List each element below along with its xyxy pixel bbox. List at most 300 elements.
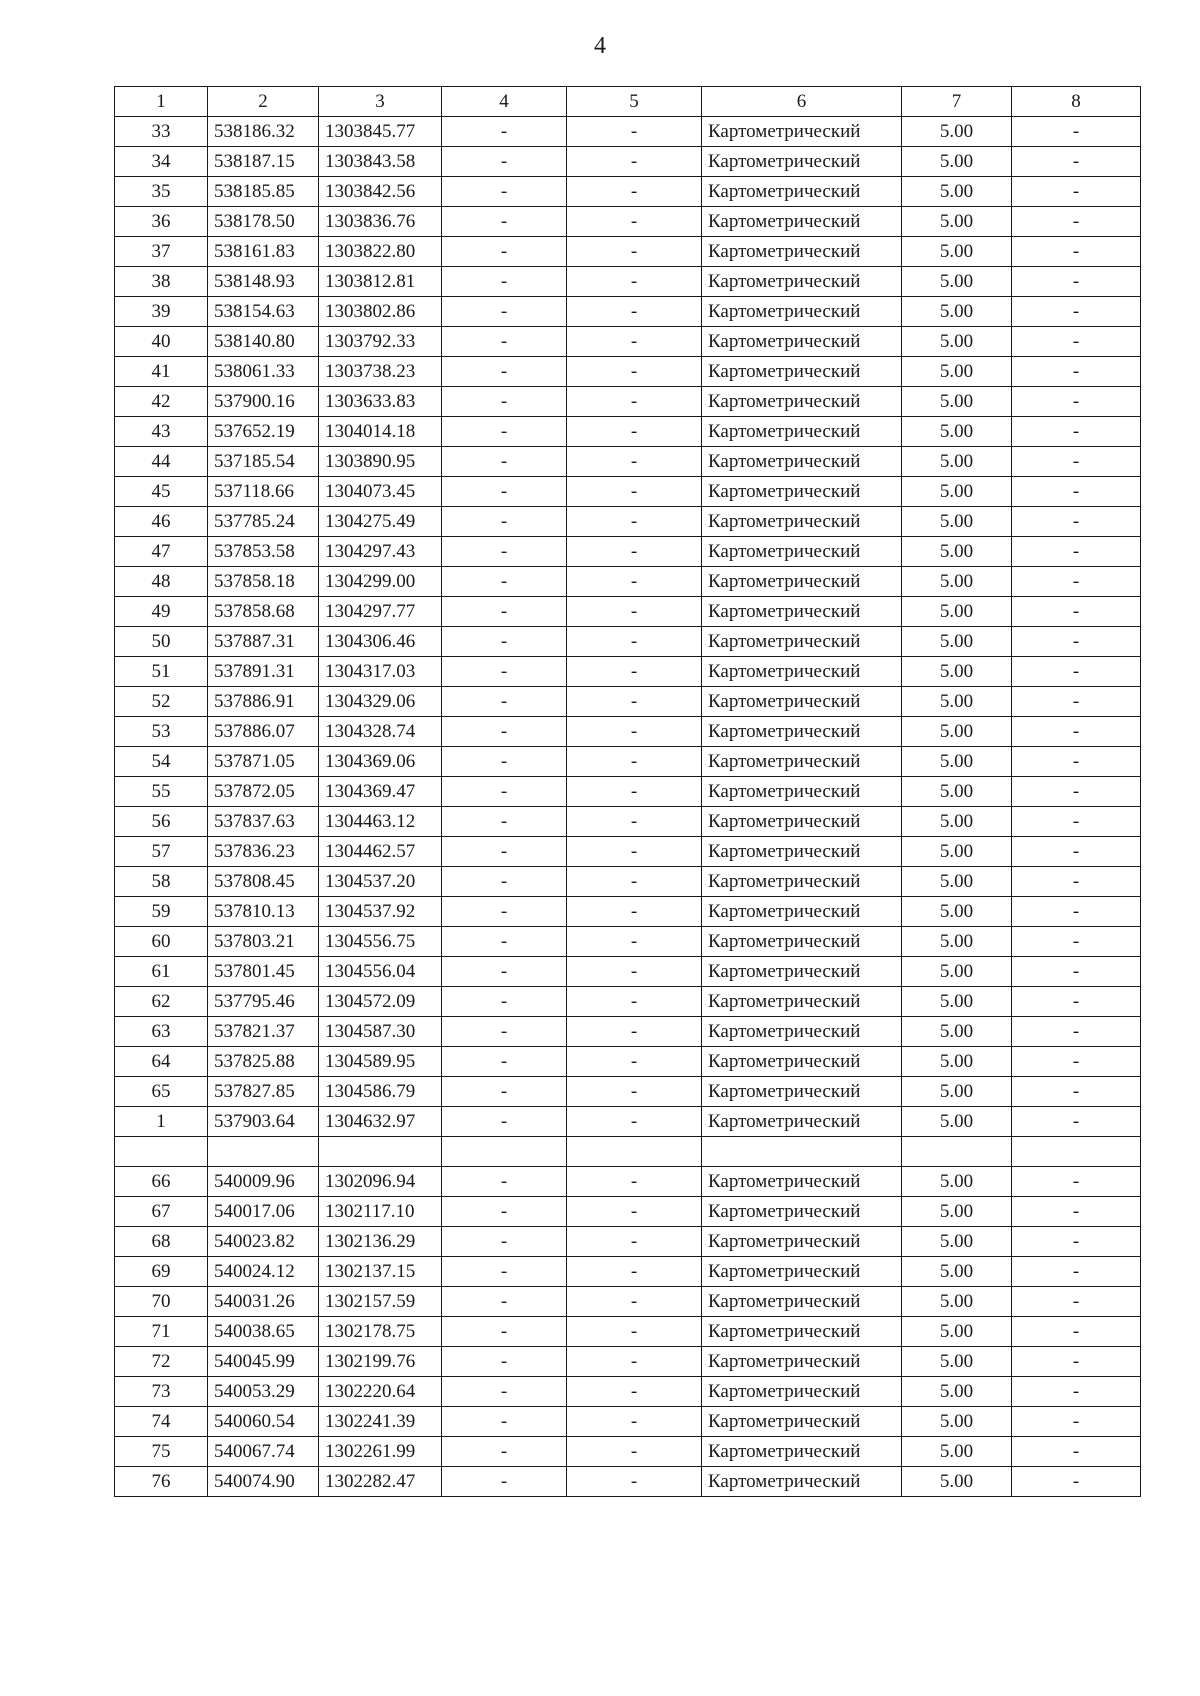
column-8-cell: -: [1012, 627, 1141, 657]
x-coordinate-cell: 537827.85: [208, 1077, 319, 1107]
accuracy-cell: 5.00: [902, 567, 1012, 597]
table-row: [115, 387, 1141, 417]
point-number-cell: 40: [115, 327, 208, 357]
column-5-cell: -: [567, 357, 702, 387]
method-cell: Картометрический: [702, 417, 902, 447]
column-4-cell: -: [442, 1257, 567, 1287]
table-row: [115, 537, 1141, 567]
point-number-cell: 52: [115, 687, 208, 717]
column-8-cell: -: [1012, 1407, 1141, 1437]
y-coordinate-cell: 1304328.74: [319, 717, 442, 747]
y-coordinate-cell: 1302199.76: [319, 1347, 442, 1377]
accuracy-cell: 5.00: [902, 507, 1012, 537]
accuracy-cell: 5.00: [902, 897, 1012, 927]
column-5-cell: -: [567, 1317, 702, 1347]
accuracy-cell: 5.00: [902, 1227, 1012, 1257]
table-header-row: [115, 87, 1141, 117]
method-cell: Картометрический: [702, 357, 902, 387]
column-5-cell: -: [567, 327, 702, 357]
column-header: 4: [442, 87, 567, 117]
point-number-cell: 61: [115, 957, 208, 987]
column-5-cell: -: [567, 807, 702, 837]
point-number-cell: 41: [115, 357, 208, 387]
column-4-cell: -: [442, 237, 567, 267]
x-coordinate-cell: 538148.93: [208, 267, 319, 297]
x-coordinate-cell: 537837.63: [208, 807, 319, 837]
column-4-cell: -: [442, 597, 567, 627]
point-number-cell: 57: [115, 837, 208, 867]
table-row: [115, 777, 1141, 807]
x-coordinate-cell: 537858.18: [208, 567, 319, 597]
y-coordinate-cell: 1302261.99: [319, 1437, 442, 1467]
x-coordinate-cell: 537886.07: [208, 717, 319, 747]
table-row: [115, 267, 1141, 297]
accuracy-cell: 5.00: [902, 627, 1012, 657]
method-cell: Картометрический: [702, 1287, 902, 1317]
x-coordinate-cell: 537903.64: [208, 1107, 319, 1137]
column-4-cell: -: [442, 1437, 567, 1467]
accuracy-cell: 5.00: [902, 117, 1012, 147]
accuracy-cell: 5.00: [902, 447, 1012, 477]
table-row: [115, 1077, 1141, 1107]
point-number-cell: 46: [115, 507, 208, 537]
x-coordinate-cell: 540038.65: [208, 1317, 319, 1347]
column-5-cell: -: [567, 147, 702, 177]
x-coordinate-cell: 538178.50: [208, 207, 319, 237]
table-row: [115, 1167, 1141, 1197]
x-coordinate-cell: 537886.91: [208, 687, 319, 717]
y-coordinate-cell: 1304537.92: [319, 897, 442, 927]
method-cell: Картометрический: [702, 1047, 902, 1077]
column-4-cell: -: [442, 897, 567, 927]
point-number-cell: 70: [115, 1287, 208, 1317]
table-row: [115, 597, 1141, 627]
column-5-cell: -: [567, 957, 702, 987]
accuracy-cell: 5.00: [902, 207, 1012, 237]
method-cell: Картометрический: [702, 657, 902, 687]
column-8-cell: -: [1012, 927, 1141, 957]
column-4-cell: -: [442, 807, 567, 837]
column-8-cell: -: [1012, 1377, 1141, 1407]
accuracy-cell: 5.00: [902, 657, 1012, 687]
point-number-cell: 75: [115, 1437, 208, 1467]
method-cell: Картометрический: [702, 1107, 902, 1137]
column-4-cell: -: [442, 867, 567, 897]
point-number-cell: 56: [115, 807, 208, 837]
x-coordinate-cell: 537836.23: [208, 837, 319, 867]
column-4-cell: -: [442, 627, 567, 657]
y-coordinate-cell: 1304299.00: [319, 567, 442, 597]
y-coordinate-cell: 1304073.45: [319, 477, 442, 507]
y-coordinate-cell: 1304462.57: [319, 837, 442, 867]
column-8-cell: -: [1012, 1317, 1141, 1347]
column-4-cell: -: [442, 837, 567, 867]
method-cell: Картометрический: [702, 1167, 902, 1197]
column-5-cell: -: [567, 1257, 702, 1287]
column-8-cell: -: [1012, 207, 1141, 237]
column-4-cell: -: [442, 267, 567, 297]
method-cell: Картометрический: [702, 177, 902, 207]
column-4-cell: -: [442, 387, 567, 417]
table-row: [115, 747, 1141, 777]
column-header: 8: [1012, 87, 1141, 117]
y-coordinate-cell: 1304537.20: [319, 867, 442, 897]
column-8-cell: -: [1012, 1347, 1141, 1377]
method-cell: Картометрический: [702, 267, 902, 297]
x-coordinate-cell: 540045.99: [208, 1347, 319, 1377]
x-coordinate-cell: 537801.45: [208, 957, 319, 987]
point-number-cell: 37: [115, 237, 208, 267]
table-row: [115, 1197, 1141, 1227]
column-5-cell: -: [567, 1407, 702, 1437]
point-number-cell: 44: [115, 447, 208, 477]
point-number-cell: 74: [115, 1407, 208, 1437]
x-coordinate-cell: 540074.90: [208, 1467, 319, 1497]
method-cell: Картометрический: [702, 627, 902, 657]
column-4-cell: -: [442, 1077, 567, 1107]
y-coordinate-cell: 1304275.49: [319, 507, 442, 537]
method-cell: Картометрический: [702, 807, 902, 837]
method-cell: Картометрический: [702, 1377, 902, 1407]
table-row: [115, 837, 1141, 867]
table-row: [115, 1467, 1141, 1497]
column-5-cell: -: [567, 867, 702, 897]
x-coordinate-cell: 537872.05: [208, 777, 319, 807]
accuracy-cell: 5.00: [902, 1437, 1012, 1467]
column-4-cell: -: [442, 1317, 567, 1347]
table-row: [115, 987, 1141, 1017]
table-row: [115, 717, 1141, 747]
column-4-cell: -: [442, 687, 567, 717]
column-8-cell: -: [1012, 237, 1141, 267]
column-8-cell: -: [1012, 327, 1141, 357]
accuracy-cell: 5.00: [902, 927, 1012, 957]
x-coordinate-cell: 537808.45: [208, 867, 319, 897]
method-cell: Картометрический: [702, 867, 902, 897]
column-8-cell: -: [1012, 567, 1141, 597]
method-cell: Картометрический: [702, 1227, 902, 1257]
accuracy-cell: 5.00: [902, 1167, 1012, 1197]
y-coordinate-cell: 1304556.04: [319, 957, 442, 987]
table-row: [115, 957, 1141, 987]
method-cell: Картометрический: [702, 1437, 902, 1467]
column-8-cell: -: [1012, 1437, 1141, 1467]
column-8-cell: -: [1012, 807, 1141, 837]
accuracy-cell: 5.00: [902, 327, 1012, 357]
column-8-cell: -: [1012, 417, 1141, 447]
method-cell: Картометрический: [702, 147, 902, 177]
x-coordinate-cell: 537803.21: [208, 927, 319, 957]
accuracy-cell: 5.00: [902, 807, 1012, 837]
column-4-cell: -: [442, 147, 567, 177]
y-coordinate-cell: 1303890.95: [319, 447, 442, 477]
method-cell: Картометрический: [702, 117, 902, 147]
column-5-cell: -: [567, 207, 702, 237]
column-8-cell: -: [1012, 657, 1141, 687]
accuracy-cell: 5.00: [902, 1077, 1012, 1107]
column-8-cell: -: [1012, 897, 1141, 927]
column-8-cell: -: [1012, 297, 1141, 327]
point-number-cell: 47: [115, 537, 208, 567]
method-cell: Картометрический: [702, 957, 902, 987]
column-4-cell: -: [442, 537, 567, 567]
y-coordinate-cell: 1302117.10: [319, 1197, 442, 1227]
table-row: [115, 117, 1141, 147]
table-row: [115, 687, 1141, 717]
table-row: [115, 297, 1141, 327]
column-5-cell: -: [567, 927, 702, 957]
point-number-cell: 64: [115, 1047, 208, 1077]
y-coordinate-cell: 1304589.95: [319, 1047, 442, 1077]
method-cell: Картометрический: [702, 477, 902, 507]
y-coordinate-cell: 1304587.30: [319, 1017, 442, 1047]
point-number-cell: 69: [115, 1257, 208, 1287]
table-row: [115, 1377, 1141, 1407]
accuracy-cell: 5.00: [902, 1107, 1012, 1137]
method-cell: Картометрический: [702, 237, 902, 267]
method-cell: Картометрический: [702, 1407, 902, 1437]
column-5-cell: -: [567, 507, 702, 537]
column-header: 6: [702, 87, 902, 117]
column-4-cell: -: [442, 1287, 567, 1317]
y-coordinate-cell: 1303836.76: [319, 207, 442, 237]
point-number-cell: 49: [115, 597, 208, 627]
method-cell: Картометрический: [702, 777, 902, 807]
table-row: [115, 237, 1141, 267]
method-cell: Картометрический: [702, 1197, 902, 1227]
table-row: [115, 567, 1141, 597]
column-5-cell: -: [567, 387, 702, 417]
y-coordinate-cell: 1304297.43: [319, 537, 442, 567]
column-8-cell: -: [1012, 267, 1141, 297]
column-8-cell: -: [1012, 957, 1141, 987]
column-8-cell: -: [1012, 837, 1141, 867]
method-cell: Картометрический: [702, 987, 902, 1017]
y-coordinate-cell: 1304369.47: [319, 777, 442, 807]
column-5-cell: -: [567, 117, 702, 147]
point-number-cell: 42: [115, 387, 208, 417]
accuracy-cell: 5.00: [902, 747, 1012, 777]
x-coordinate-cell: 537871.05: [208, 747, 319, 777]
x-coordinate-cell: 537821.37: [208, 1017, 319, 1047]
y-coordinate-cell: 1302157.59: [319, 1287, 442, 1317]
table-body: [115, 117, 1141, 1497]
column-5-cell: -: [567, 177, 702, 207]
point-number-cell: 39: [115, 297, 208, 327]
column-4-cell: -: [442, 207, 567, 237]
column-8-cell: [1012, 1137, 1141, 1167]
column-5-cell: -: [567, 1167, 702, 1197]
y-coordinate-cell: 1304572.09: [319, 987, 442, 1017]
y-coordinate-cell: 1304317.03: [319, 657, 442, 687]
column-5-cell: -: [567, 1017, 702, 1047]
accuracy-cell: 5.00: [902, 147, 1012, 177]
method-cell: Картометрический: [702, 1347, 902, 1377]
x-coordinate-cell: 540024.12: [208, 1257, 319, 1287]
point-number-cell: 58: [115, 867, 208, 897]
accuracy-cell: 5.00: [902, 267, 1012, 297]
page-number: 4: [594, 33, 606, 59]
y-coordinate-cell: 1304556.75: [319, 927, 442, 957]
y-coordinate-cell: 1304369.06: [319, 747, 442, 777]
column-4-cell: -: [442, 1197, 567, 1227]
column-5-cell: -: [567, 687, 702, 717]
method-cell: [702, 1137, 902, 1167]
table-row: [115, 627, 1141, 657]
accuracy-cell: 5.00: [902, 777, 1012, 807]
column-4-cell: -: [442, 1347, 567, 1377]
column-8-cell: -: [1012, 387, 1141, 417]
column-5-cell: -: [567, 747, 702, 777]
x-coordinate-cell: 537185.54: [208, 447, 319, 477]
table-row: [115, 417, 1141, 447]
column-4-cell: -: [442, 567, 567, 597]
x-coordinate-cell: 540009.96: [208, 1167, 319, 1197]
accuracy-cell: 5.00: [902, 1347, 1012, 1377]
column-4-cell: -: [442, 717, 567, 747]
table-row: [115, 177, 1141, 207]
accuracy-cell: 5.00: [902, 987, 1012, 1017]
column-4-cell: -: [442, 777, 567, 807]
accuracy-cell: 5.00: [902, 177, 1012, 207]
column-5-cell: -: [567, 537, 702, 567]
method-cell: Картометрический: [702, 1467, 902, 1497]
table-row: [115, 477, 1141, 507]
y-coordinate-cell: 1304306.46: [319, 627, 442, 657]
column-4-cell: -: [442, 1407, 567, 1437]
x-coordinate-cell: 538061.33: [208, 357, 319, 387]
column-8-cell: -: [1012, 987, 1141, 1017]
y-coordinate-cell: 1302178.75: [319, 1317, 442, 1347]
y-coordinate-cell: 1304463.12: [319, 807, 442, 837]
column-5-cell: -: [567, 447, 702, 477]
accuracy-cell: 5.00: [902, 867, 1012, 897]
method-cell: Картометрический: [702, 387, 902, 417]
column-8-cell: -: [1012, 1287, 1141, 1317]
y-coordinate-cell: 1303822.80: [319, 237, 442, 267]
column-8-cell: -: [1012, 1107, 1141, 1137]
y-coordinate-cell: 1302220.64: [319, 1377, 442, 1407]
table-row: [115, 1047, 1141, 1077]
point-number-cell: 71: [115, 1317, 208, 1347]
point-number-cell: 33: [115, 117, 208, 147]
column-5-cell: -: [567, 477, 702, 507]
x-coordinate-cell: 540017.06: [208, 1197, 319, 1227]
y-coordinate-cell: 1304014.18: [319, 417, 442, 447]
column-header: 2: [208, 87, 319, 117]
column-4-cell: -: [442, 357, 567, 387]
y-coordinate-cell: 1303843.58: [319, 147, 442, 177]
column-8-cell: -: [1012, 537, 1141, 567]
table-row: [115, 1407, 1141, 1437]
column-5-cell: -: [567, 987, 702, 1017]
column-4-cell: -: [442, 507, 567, 537]
column-header: 3: [319, 87, 442, 117]
method-cell: Картометрический: [702, 1317, 902, 1347]
x-coordinate-cell: 537900.16: [208, 387, 319, 417]
column-8-cell: -: [1012, 867, 1141, 897]
column-5-cell: [567, 1137, 702, 1167]
column-5-cell: -: [567, 1107, 702, 1137]
column-4-cell: -: [442, 1017, 567, 1047]
x-coordinate-cell: 540060.54: [208, 1407, 319, 1437]
method-cell: Картометрический: [702, 507, 902, 537]
column-5-cell: -: [567, 267, 702, 297]
x-coordinate-cell: 537858.68: [208, 597, 319, 627]
column-4-cell: -: [442, 477, 567, 507]
column-5-cell: -: [567, 897, 702, 927]
method-cell: Картометрический: [702, 447, 902, 477]
y-coordinate-cell: 1303812.81: [319, 267, 442, 297]
x-coordinate-cell: 540031.26: [208, 1287, 319, 1317]
accuracy-cell: 5.00: [902, 837, 1012, 867]
table-row: [115, 447, 1141, 477]
table-row: [115, 1227, 1141, 1257]
method-cell: Картометрический: [702, 747, 902, 777]
point-number-cell: 36: [115, 207, 208, 237]
column-5-cell: -: [567, 1437, 702, 1467]
table-row: [115, 1017, 1141, 1047]
point-number-cell: 62: [115, 987, 208, 1017]
method-cell: Картометрический: [702, 687, 902, 717]
point-number-cell: 72: [115, 1347, 208, 1377]
x-coordinate-cell: 538187.15: [208, 147, 319, 177]
accuracy-cell: 5.00: [902, 597, 1012, 627]
column-8-cell: -: [1012, 597, 1141, 627]
column-4-cell: -: [442, 987, 567, 1017]
accuracy-cell: 5.00: [902, 957, 1012, 987]
column-4-cell: -: [442, 447, 567, 477]
point-number-cell: 65: [115, 1077, 208, 1107]
column-header: 7: [902, 87, 1012, 117]
column-4-cell: -: [442, 417, 567, 447]
table-row: [115, 507, 1141, 537]
column-4-cell: -: [442, 1227, 567, 1257]
x-coordinate-cell: 540023.82: [208, 1227, 319, 1257]
column-header: 5: [567, 87, 702, 117]
column-8-cell: -: [1012, 1077, 1141, 1107]
method-cell: Картометрический: [702, 717, 902, 747]
column-8-cell: -: [1012, 477, 1141, 507]
column-5-cell: -: [567, 717, 702, 747]
column-5-cell: -: [567, 837, 702, 867]
coordinate-table: [114, 86, 1141, 1497]
method-cell: Картометрический: [702, 207, 902, 237]
accuracy-cell: 5.00: [902, 357, 1012, 387]
point-number-cell: 53: [115, 717, 208, 747]
point-number-cell: 1: [115, 1107, 208, 1137]
accuracy-cell: 5.00: [902, 1467, 1012, 1497]
table-row: [115, 147, 1141, 177]
y-coordinate-cell: 1303792.33: [319, 327, 442, 357]
column-5-cell: -: [567, 1347, 702, 1377]
method-cell: Картометрический: [702, 1017, 902, 1047]
x-coordinate-cell: [208, 1137, 319, 1167]
y-coordinate-cell: [319, 1137, 442, 1167]
accuracy-cell: 5.00: [902, 1407, 1012, 1437]
column-8-cell: -: [1012, 447, 1141, 477]
column-8-cell: -: [1012, 177, 1141, 207]
point-number-cell: 38: [115, 267, 208, 297]
column-4-cell: -: [442, 117, 567, 147]
table-row: [115, 1347, 1141, 1377]
column-4-cell: -: [442, 1467, 567, 1497]
accuracy-cell: 5.00: [902, 537, 1012, 567]
column-8-cell: -: [1012, 777, 1141, 807]
column-8-cell: -: [1012, 507, 1141, 537]
column-5-cell: -: [567, 1467, 702, 1497]
table-row: [115, 897, 1141, 927]
